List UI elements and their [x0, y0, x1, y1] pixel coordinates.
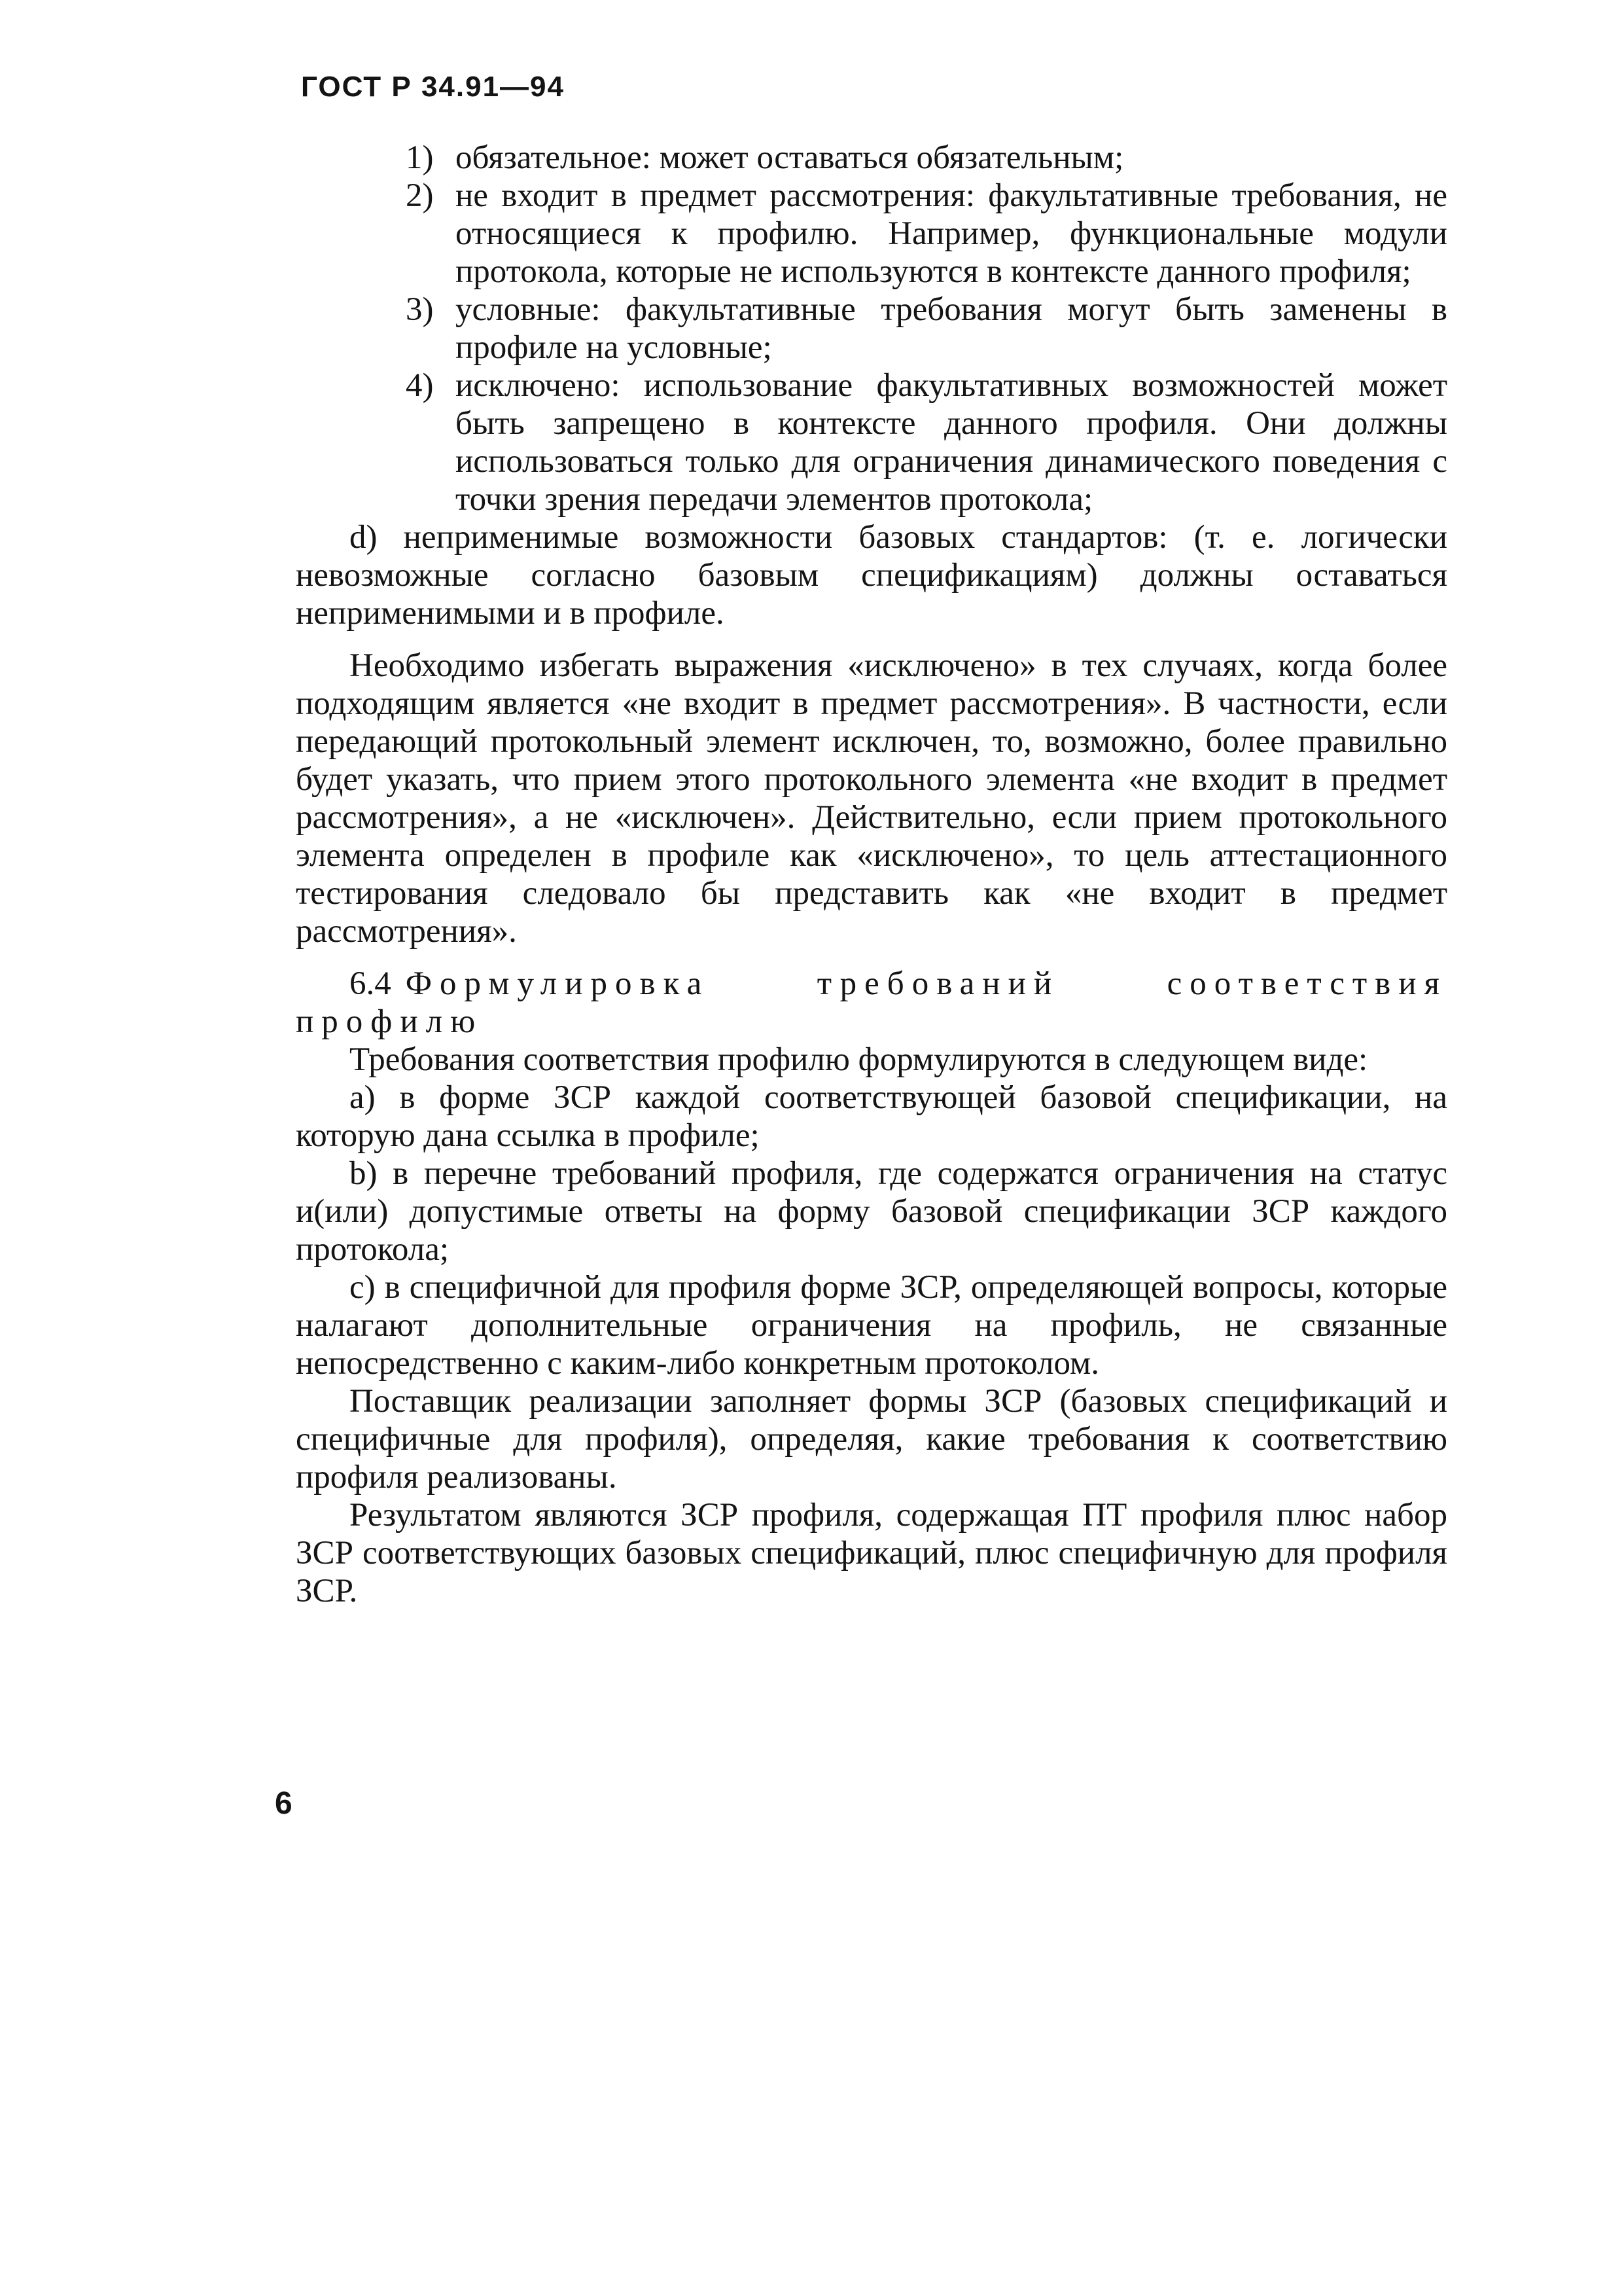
paragraph-item-b: b) в перечне требований профиля, где содержатся ограничения на статус и(или) допустимые ответы на форму базовой спецификации ЗСР каждого протокола; [296, 1155, 1447, 1268]
page-body [296, 139, 1447, 1610]
list-item-text: не входит в предмет рассмотрения: факультативные требования, не относящиеся к профилю. Например, функциональные модули протокола, которые не используются в контексте данного профиля; [455, 177, 1447, 290]
list-item-text: условные: факультативные требования могут быть заменены в профиле на условные; [455, 291, 1447, 366]
paragraph-supplier: Поставщик реализации заполняет формы ЗСР (базовых спецификаций и специфичные для профиля), определяя, какие требования к соответствию профиля реализованы. [296, 1383, 1447, 1496]
list-item-number: 2) [406, 177, 434, 214]
paragraph-intro: Требования соответствия профилю формулируются в следующем виде: [349, 1041, 1368, 1078]
section-title: Формулировка требований соответствия профилю [296, 965, 1447, 1040]
list-item-text: исключено: использование факультативных возможностей может быть запрещено в контексте данного профиля. Они должны использоваться только для ограничения динамического поведения с точки зрения передачи элементов протокола; [455, 367, 1447, 518]
section-number: 6.4 [349, 965, 391, 1002]
page-number: 6 [275, 1786, 292, 1821]
list-item-text: обязательное: может оставаться обязательным; [455, 139, 1124, 176]
paragraph-note: Необходимо избегать выражения «исключено» в тех случаях, когда более подходящим является «не входит в предмет рассмотрения». В частности, если передающий протокольный элемент исключен, то, возможно, более правильно будет указать, что прием этого протокольного элемента «не входит в предмет рассмотрения», а не «исключен». Действительно, если прием протокольного элемента определен в профиле как «исключено», то цель аттестационного тестирования следовало бы представить как «не входит в предмет рассмотрения». [296, 647, 1447, 950]
list-item-1 [296, 139, 1447, 177]
list-item-4 [296, 367, 1447, 518]
paragraph-result: Результатом являются ЗСР профиля, содержащая ПТ профиля плюс набор ЗСР соответствующих базовых спецификаций, плюс специфичную для профиля ЗСР. [296, 1497, 1447, 1609]
document-header: ГОСТ Р 34.91—94 [301, 71, 565, 103]
list-item-number: 4) [406, 367, 434, 404]
paragraph-item-c: c) в специфичной для профиля форме ЗСР, определяющей вопросы, которые налагают дополнительные ограничения на профиль, не связанные непосредственно с каким-либо конкретным протоколом. [296, 1269, 1447, 1382]
paragraph-item-d: d) неприменимые возможности базовых стандартов: (т. е. логически невозможные согласно базовым спецификациям) должны оставаться неприменимыми и в профиле. [296, 519, 1447, 632]
list-item-number: 1) [406, 139, 434, 176]
list-item-2 [296, 177, 1447, 291]
list-item-3 [296, 291, 1447, 367]
paragraph-item-a: a) в форме ЗСР каждой соответствующей базовой спецификации, на которую дана ссылка в профиле; [296, 1079, 1447, 1154]
list-item-number: 3) [406, 291, 434, 328]
section-heading [296, 965, 1447, 1041]
